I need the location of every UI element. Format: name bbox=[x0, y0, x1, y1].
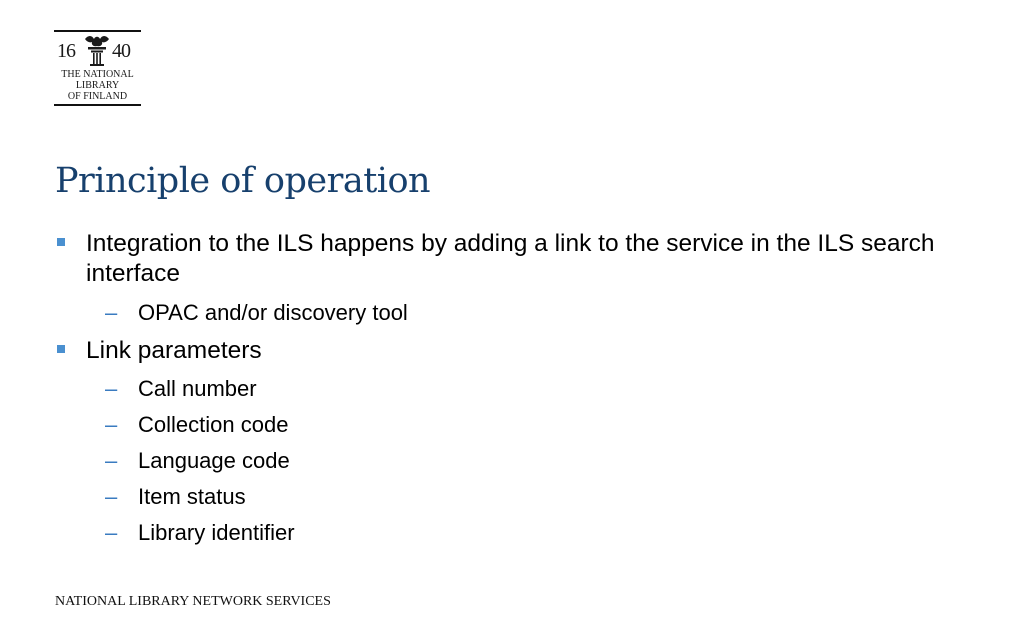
bullet-item bbox=[55, 336, 955, 366]
national-library-logo bbox=[54, 30, 142, 108]
slide-content bbox=[55, 229, 955, 546]
logo-bottom-rule bbox=[54, 104, 141, 106]
logo-year-right: 40 bbox=[112, 40, 130, 62]
dash-bullet-icon: – bbox=[105, 448, 118, 473]
logo-line-3: OF FINLAND bbox=[67, 91, 128, 102]
logo-year-left: 16 bbox=[57, 40, 75, 62]
sub-bullet-text: Collection code bbox=[138, 412, 289, 437]
square-bullet-icon bbox=[57, 238, 65, 246]
sub-bullet-item bbox=[55, 411, 955, 438]
bullet-text: Integration to the ILS happens by adding a link to the service in the ILS search interface bbox=[86, 230, 935, 287]
footer-text: NATIONAL LIBRARY NETWORK SERVICES bbox=[55, 594, 331, 609]
logo-top-rule bbox=[54, 30, 141, 32]
sub-bullet-text: Language code bbox=[138, 448, 290, 473]
dash-bullet-icon: – bbox=[105, 412, 118, 437]
logo-wordmark bbox=[54, 69, 141, 102]
sub-bullet-text: OPAC and/or discovery tool bbox=[138, 300, 408, 325]
logo-line-2: LIBRARY bbox=[75, 80, 120, 91]
slide-title: Principle of operation bbox=[55, 161, 431, 201]
square-bullet-icon bbox=[57, 345, 65, 353]
dash-bullet-icon: – bbox=[105, 300, 118, 325]
bullet-text: Link parameters bbox=[86, 337, 262, 364]
sub-bullet-item bbox=[55, 375, 955, 402]
logo-line-1: THE NATIONAL bbox=[61, 69, 134, 80]
column-capital-icon bbox=[82, 33, 112, 67]
bullet-item bbox=[55, 229, 955, 289]
dash-bullet-icon: – bbox=[105, 376, 118, 401]
dash-bullet-icon: – bbox=[105, 520, 118, 545]
sub-bullet-item bbox=[55, 483, 955, 510]
dash-bullet-icon: – bbox=[105, 484, 118, 509]
sub-bullet-item bbox=[55, 519, 955, 546]
sub-bullet-item bbox=[55, 447, 955, 474]
sub-bullet-text: Library identifier bbox=[138, 520, 295, 545]
sub-bullet-item bbox=[55, 299, 955, 326]
sub-bullet-text: Item status bbox=[138, 484, 246, 509]
sub-bullet-text: Call number bbox=[138, 376, 257, 401]
